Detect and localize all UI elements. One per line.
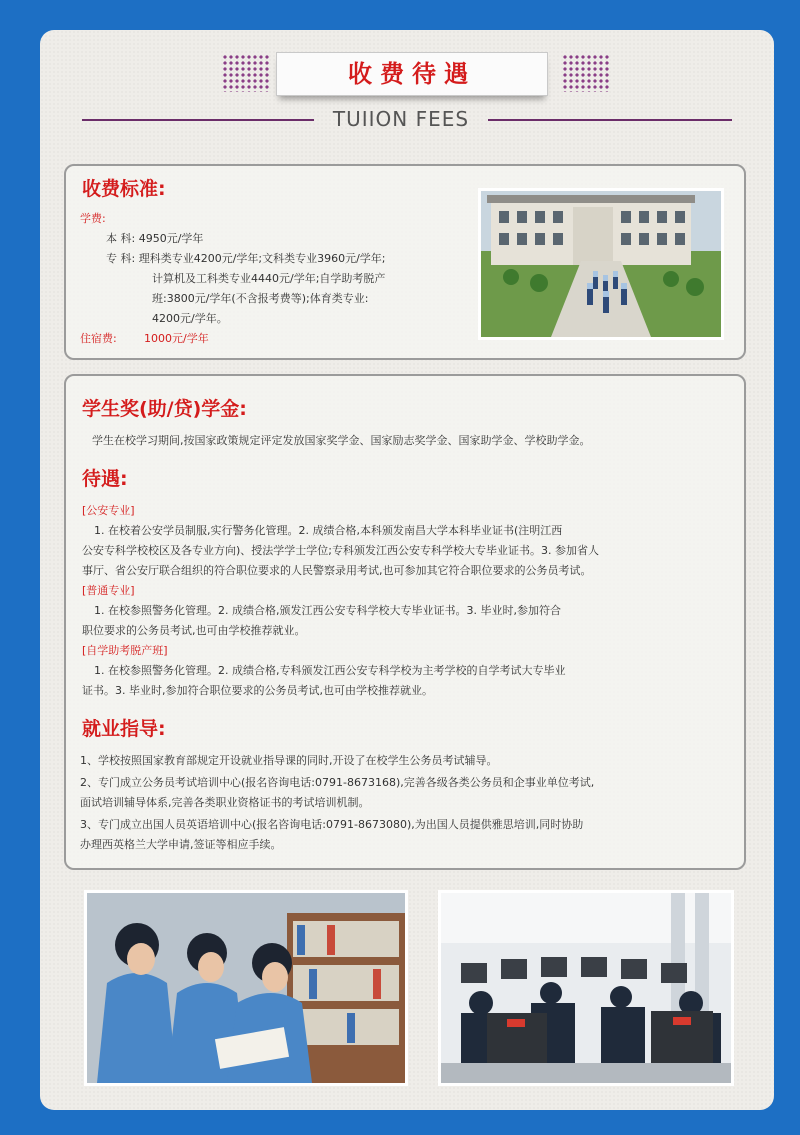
benefit-general-line-2: 职位要求的公务员考试,也可由学校推荐就业。 (82, 624, 306, 637)
career-line-1: 1、学校按照国家教育部规定开设就业指导课的同时,开设了在校学生公务员考试辅导。 (80, 754, 498, 767)
scholarship-text: 学生在校学习期间,按国家政策规定评定发放国家奖学金、国家励志奖学金、国家助学金、学校助学金。 (92, 434, 591, 447)
campus-building-photo (478, 188, 724, 340)
benefit-tag-police: [公安专业] (82, 504, 135, 517)
brochure-page (40, 30, 774, 1110)
scholarship-heading: 学生奖(助/贷)学金: (82, 398, 247, 420)
benefit-police-line-2: 公安专科学校校区及各专业方向)、授法学学士学位;专科颁发江西公安专科学校大专毕业证书。3. 参加省人 (82, 544, 599, 557)
career-line-5: 办理西英格兰大学申请,签证等相应手续。 (80, 838, 282, 851)
college-fee-line-2: 计算机及工科类专业4440元/学年;自学助考脱产 (152, 272, 386, 285)
computer-lab-photo (438, 890, 734, 1086)
benefits-heading: 待遇: (82, 468, 128, 490)
college-fee-line-4: 4200元/学年。 (152, 312, 228, 325)
benefit-tag-selfstudy: [自学助考脱产班] (82, 644, 168, 657)
career-heading: 就业指导: (82, 718, 166, 740)
campus-building-illustration (481, 191, 721, 337)
header-rule-left (82, 119, 314, 121)
fees-panel (64, 164, 746, 360)
benefit-selfstudy-line-1: 1. 在校参照警务化管理。2. 成绩合格,专科颁发江西公安专科学校为主考学校的自学考试大专毕业 (94, 664, 566, 677)
lodging-label: 住宿费: (80, 332, 117, 345)
career-line-3: 面试培训辅导体系,完善各类职业资格证书的考试培训机制。 (80, 796, 370, 809)
college-fee-line-3: 班:3800元/学年(不含报考费等);体育类专业: (152, 292, 369, 305)
benefit-police-line-3: 事厅、省公安厅联合组织的符合职位要求的人民警察录用考试,也可参加其它符合职位要求的公务员考试。 (82, 564, 592, 577)
benefit-selfstudy-line-2: 证书。3. 毕业时,参加符合职位要求的公务员考试,也可由学校推荐就业。 (82, 684, 433, 697)
dot-pattern-right (562, 54, 610, 92)
lodging-value: 1000元/学年 (144, 332, 209, 345)
benefits-panel (64, 374, 746, 870)
page-subtitle: TUIION FEES (332, 107, 470, 131)
career-line-4: 3、专门成立出国人员英语培训中心(报名咨询电话:0791-8673080),为出国人员提供雅思培训,同时协助 (80, 818, 584, 831)
dot-pattern-left (222, 54, 270, 92)
career-line-2: 2、专门成立公务员考试培训中心(报名咨询电话:0791-8673168),完善各级各类公务员和企事业单位考试, (80, 776, 595, 789)
benefit-police-line-1: 1. 在校着公安学员制服,实行警务化管理。2. 成绩合格,本科颁发南昌大学本科毕业证书(注明江西 (94, 524, 563, 537)
students-library-illustration (87, 893, 405, 1083)
benefit-tag-general: [普通专业] (82, 584, 135, 597)
tuition-label: 学费: (80, 212, 106, 225)
benefit-general-line-1: 1. 在校参照警务化管理。2. 成绩合格,颁发江西公安专科学校大专毕业证书。3. 毕业时,参加符合 (94, 604, 561, 617)
students-library-photo (84, 890, 408, 1086)
page-title: 收费待遇 (276, 52, 548, 96)
header-rule-right (488, 119, 732, 121)
undergrad-fee: 本 科: 4950元/学年 (106, 232, 204, 245)
fees-heading: 收费标准: (82, 178, 166, 200)
computer-lab-illustration (441, 893, 731, 1083)
college-fee-line-1: 专 科: 理科类专业4200元/学年;文科类专业3960元/学年; (106, 252, 386, 265)
